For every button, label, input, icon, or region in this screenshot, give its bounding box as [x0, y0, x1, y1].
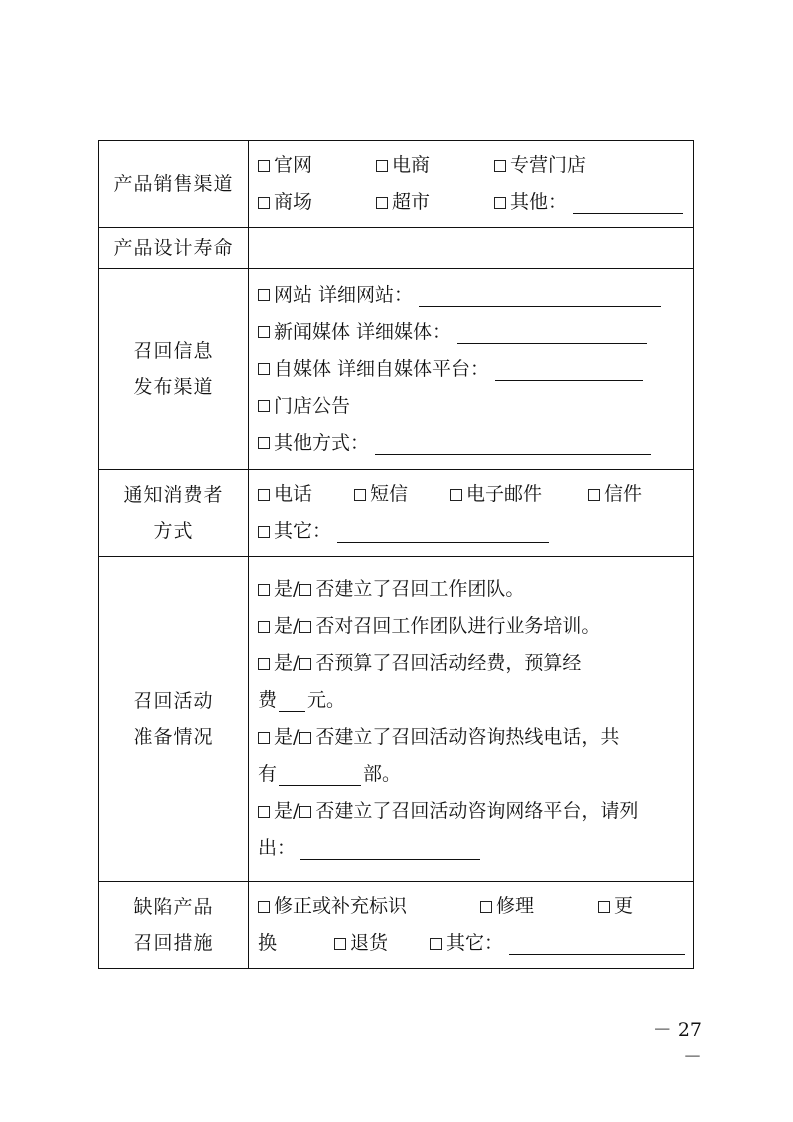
checkbox[interactable] — [334, 938, 346, 950]
option-label: 超市 — [392, 191, 431, 213]
prep-status-label — [99, 557, 249, 882]
yes-label: 是/ — [274, 726, 300, 748]
publish-channel-options — [249, 269, 694, 470]
option-label: 短信 — [370, 483, 409, 505]
prep-item-team — [258, 571, 693, 608]
prep-item-budget-cont — [258, 682, 693, 719]
checkbox[interactable] — [376, 160, 388, 172]
notify-label-line1: 通知消费者 — [123, 484, 224, 506]
design-lifespan-label-text: 产品设计寿命 — [113, 237, 234, 259]
option-label: 更 — [614, 895, 634, 917]
checkbox[interactable] — [258, 400, 270, 412]
sales-other-blank[interactable] — [573, 191, 683, 214]
notify-method-label — [99, 470, 249, 557]
prep-item-platform-cont — [258, 830, 693, 867]
publish-label-line1: 召回信息 — [133, 340, 214, 362]
design-lifespan-label — [99, 228, 249, 269]
measure-option-replace[interactable] — [598, 888, 633, 925]
prep-item-text: 建立了召回活动咨询热线电话，共 — [334, 726, 620, 748]
notify-label-line2: 方式 — [153, 520, 194, 542]
budget-suffix: 元。 — [307, 689, 346, 711]
notify-option-other[interactable] — [258, 513, 331, 550]
budget-amount-blank[interactable] — [279, 689, 305, 712]
notify-option-sms[interactable] — [354, 476, 450, 513]
checkbox[interactable] — [430, 938, 442, 950]
option-label: 其它： — [446, 932, 504, 954]
no-checkbox[interactable] — [299, 732, 311, 744]
no-label: 否 — [315, 578, 335, 600]
checkbox[interactable] — [258, 363, 270, 375]
hotline-count-blank[interactable] — [279, 763, 361, 786]
publish-option-self-media[interactable] — [258, 351, 489, 388]
publish-channel-label — [99, 269, 249, 470]
notify-method-options — [249, 470, 694, 557]
checkbox[interactable] — [494, 197, 506, 209]
prep-item-text: 对召回工作团队进行业务培训。 — [334, 615, 601, 637]
measures-label-line2: 召回措施 — [133, 932, 214, 954]
checkbox[interactable] — [480, 901, 492, 913]
yes-label: 是/ — [274, 578, 300, 600]
recall-measures-options — [249, 882, 694, 969]
checkbox[interactable] — [258, 197, 270, 209]
sales-channel-label — [99, 141, 249, 228]
prep-item-training — [258, 608, 693, 645]
prep-label-line2: 准备情况 — [133, 726, 214, 748]
hotline-prefix: 有 — [258, 763, 278, 785]
no-label: 否 — [315, 652, 335, 674]
option-label: 电子邮件 — [466, 483, 543, 505]
prep-item-text: 建立了召回活动咨询网络平台，请列 — [334, 800, 639, 822]
no-checkbox[interactable] — [299, 658, 311, 670]
option-label: 电话 — [274, 483, 313, 505]
budget-prefix: 费 — [258, 689, 278, 711]
news-media-detail-blank[interactable] — [457, 321, 647, 344]
sales-option-official-site[interactable] — [258, 147, 376, 184]
prep-item-text: 预算了召回活动经费，预算经 — [334, 652, 582, 674]
no-checkbox[interactable] — [299, 621, 311, 633]
other-method-blank[interactable] — [375, 432, 651, 455]
yes-checkbox[interactable] — [258, 584, 270, 596]
yes-checkbox[interactable] — [258, 806, 270, 818]
hotline-suffix: 部。 — [363, 763, 402, 785]
website-detail-blank[interactable] — [419, 284, 661, 307]
measure-other-blank[interactable] — [509, 932, 685, 955]
measure-option-correct-label[interactable] — [258, 888, 480, 925]
option-label: 修正或补充标识 — [274, 895, 408, 917]
checkbox[interactable] — [450, 489, 462, 501]
sales-option-ecommerce[interactable] — [376, 147, 494, 184]
platform-prefix: 出： — [258, 837, 297, 859]
option-label: 门店公告 — [274, 394, 351, 417]
recall-info-table — [98, 140, 694, 969]
checkbox[interactable] — [598, 901, 610, 913]
checkbox[interactable] — [258, 326, 270, 338]
measure-option-return[interactable] — [334, 925, 430, 962]
notify-other-blank[interactable] — [337, 520, 549, 543]
publish-option-other[interactable] — [258, 425, 369, 462]
checkbox[interactable] — [258, 489, 270, 501]
option-label: 网站 详细网站： — [274, 283, 414, 306]
option-label: 自媒体 详细自媒体平台： — [274, 357, 490, 380]
yes-checkbox[interactable] — [258, 732, 270, 744]
sales-channel-label-text: 产品销售渠道 — [113, 173, 234, 195]
checkbox[interactable] — [258, 160, 270, 172]
checkbox[interactable] — [258, 289, 270, 301]
publish-label-line2: 发布渠道 — [133, 376, 214, 398]
prep-item-hotline-cont — [258, 756, 693, 793]
checkbox[interactable] — [376, 197, 388, 209]
yes-checkbox[interactable] — [258, 658, 270, 670]
option-label: 修理 — [496, 895, 535, 917]
prep-item-budget — [258, 645, 693, 682]
option-label: 其他方式： — [274, 431, 370, 454]
sales-option-supermarket[interactable] — [376, 184, 494, 221]
prep-item-text: 建立了召回工作团队。 — [334, 578, 525, 600]
no-label: 否 — [315, 615, 335, 637]
recall-measures-label — [99, 882, 249, 969]
prep-status-items — [249, 557, 694, 882]
notify-option-letter[interactable] — [588, 476, 642, 513]
sales-option-mall[interactable] — [258, 184, 376, 221]
yes-checkbox[interactable] — [258, 621, 270, 633]
checkbox[interactable] — [258, 526, 270, 538]
no-label: 否 — [315, 800, 335, 822]
option-label: 电商 — [392, 154, 431, 176]
checkbox[interactable] — [354, 489, 366, 501]
replace-continuation: 换 — [258, 932, 278, 954]
no-checkbox[interactable] — [299, 584, 311, 596]
yes-label: 是/ — [274, 652, 300, 674]
option-label: 新闻媒体 详细媒体： — [274, 320, 452, 343]
notify-option-phone[interactable] — [258, 476, 354, 513]
design-lifespan-value[interactable] — [249, 228, 694, 269]
prep-item-platform — [258, 793, 693, 830]
sales-channel-options — [249, 141, 694, 228]
publish-option-news-media[interactable] — [258, 314, 451, 351]
yes-label: 是/ — [274, 615, 300, 637]
notify-option-email[interactable] — [450, 476, 588, 513]
measure-option-other[interactable] — [430, 925, 503, 962]
no-checkbox[interactable] — [299, 806, 311, 818]
checkbox[interactable] — [588, 489, 600, 501]
yes-label: 是/ — [274, 800, 300, 822]
option-label: 其他： — [510, 191, 568, 213]
checkbox[interactable] — [494, 160, 506, 172]
platform-list-blank[interactable] — [300, 837, 480, 860]
measure-option-repair[interactable] — [480, 888, 598, 925]
option-label: 其它： — [274, 520, 332, 542]
prep-item-hotline — [258, 719, 693, 756]
checkbox[interactable] — [258, 437, 270, 449]
publish-option-store-notice[interactable] — [258, 388, 350, 425]
sales-option-other[interactable] — [494, 184, 567, 221]
option-label: 专营门店 — [510, 154, 587, 176]
prep-label-line1: 召回活动 — [133, 690, 214, 712]
checkbox[interactable] — [258, 901, 270, 913]
option-label: 退货 — [350, 932, 389, 954]
page-number: － 27 － — [652, 1019, 702, 1068]
measures-label-line1: 缺陷产品 — [133, 896, 214, 918]
no-label: 否 — [315, 726, 335, 748]
option-label: 官网 — [274, 154, 313, 176]
option-label: 商场 — [274, 191, 313, 213]
self-media-detail-blank[interactable] — [495, 358, 643, 381]
option-label: 信件 — [604, 483, 643, 505]
publish-option-website[interactable] — [258, 277, 413, 314]
sales-option-specialty-store[interactable] — [494, 147, 586, 184]
